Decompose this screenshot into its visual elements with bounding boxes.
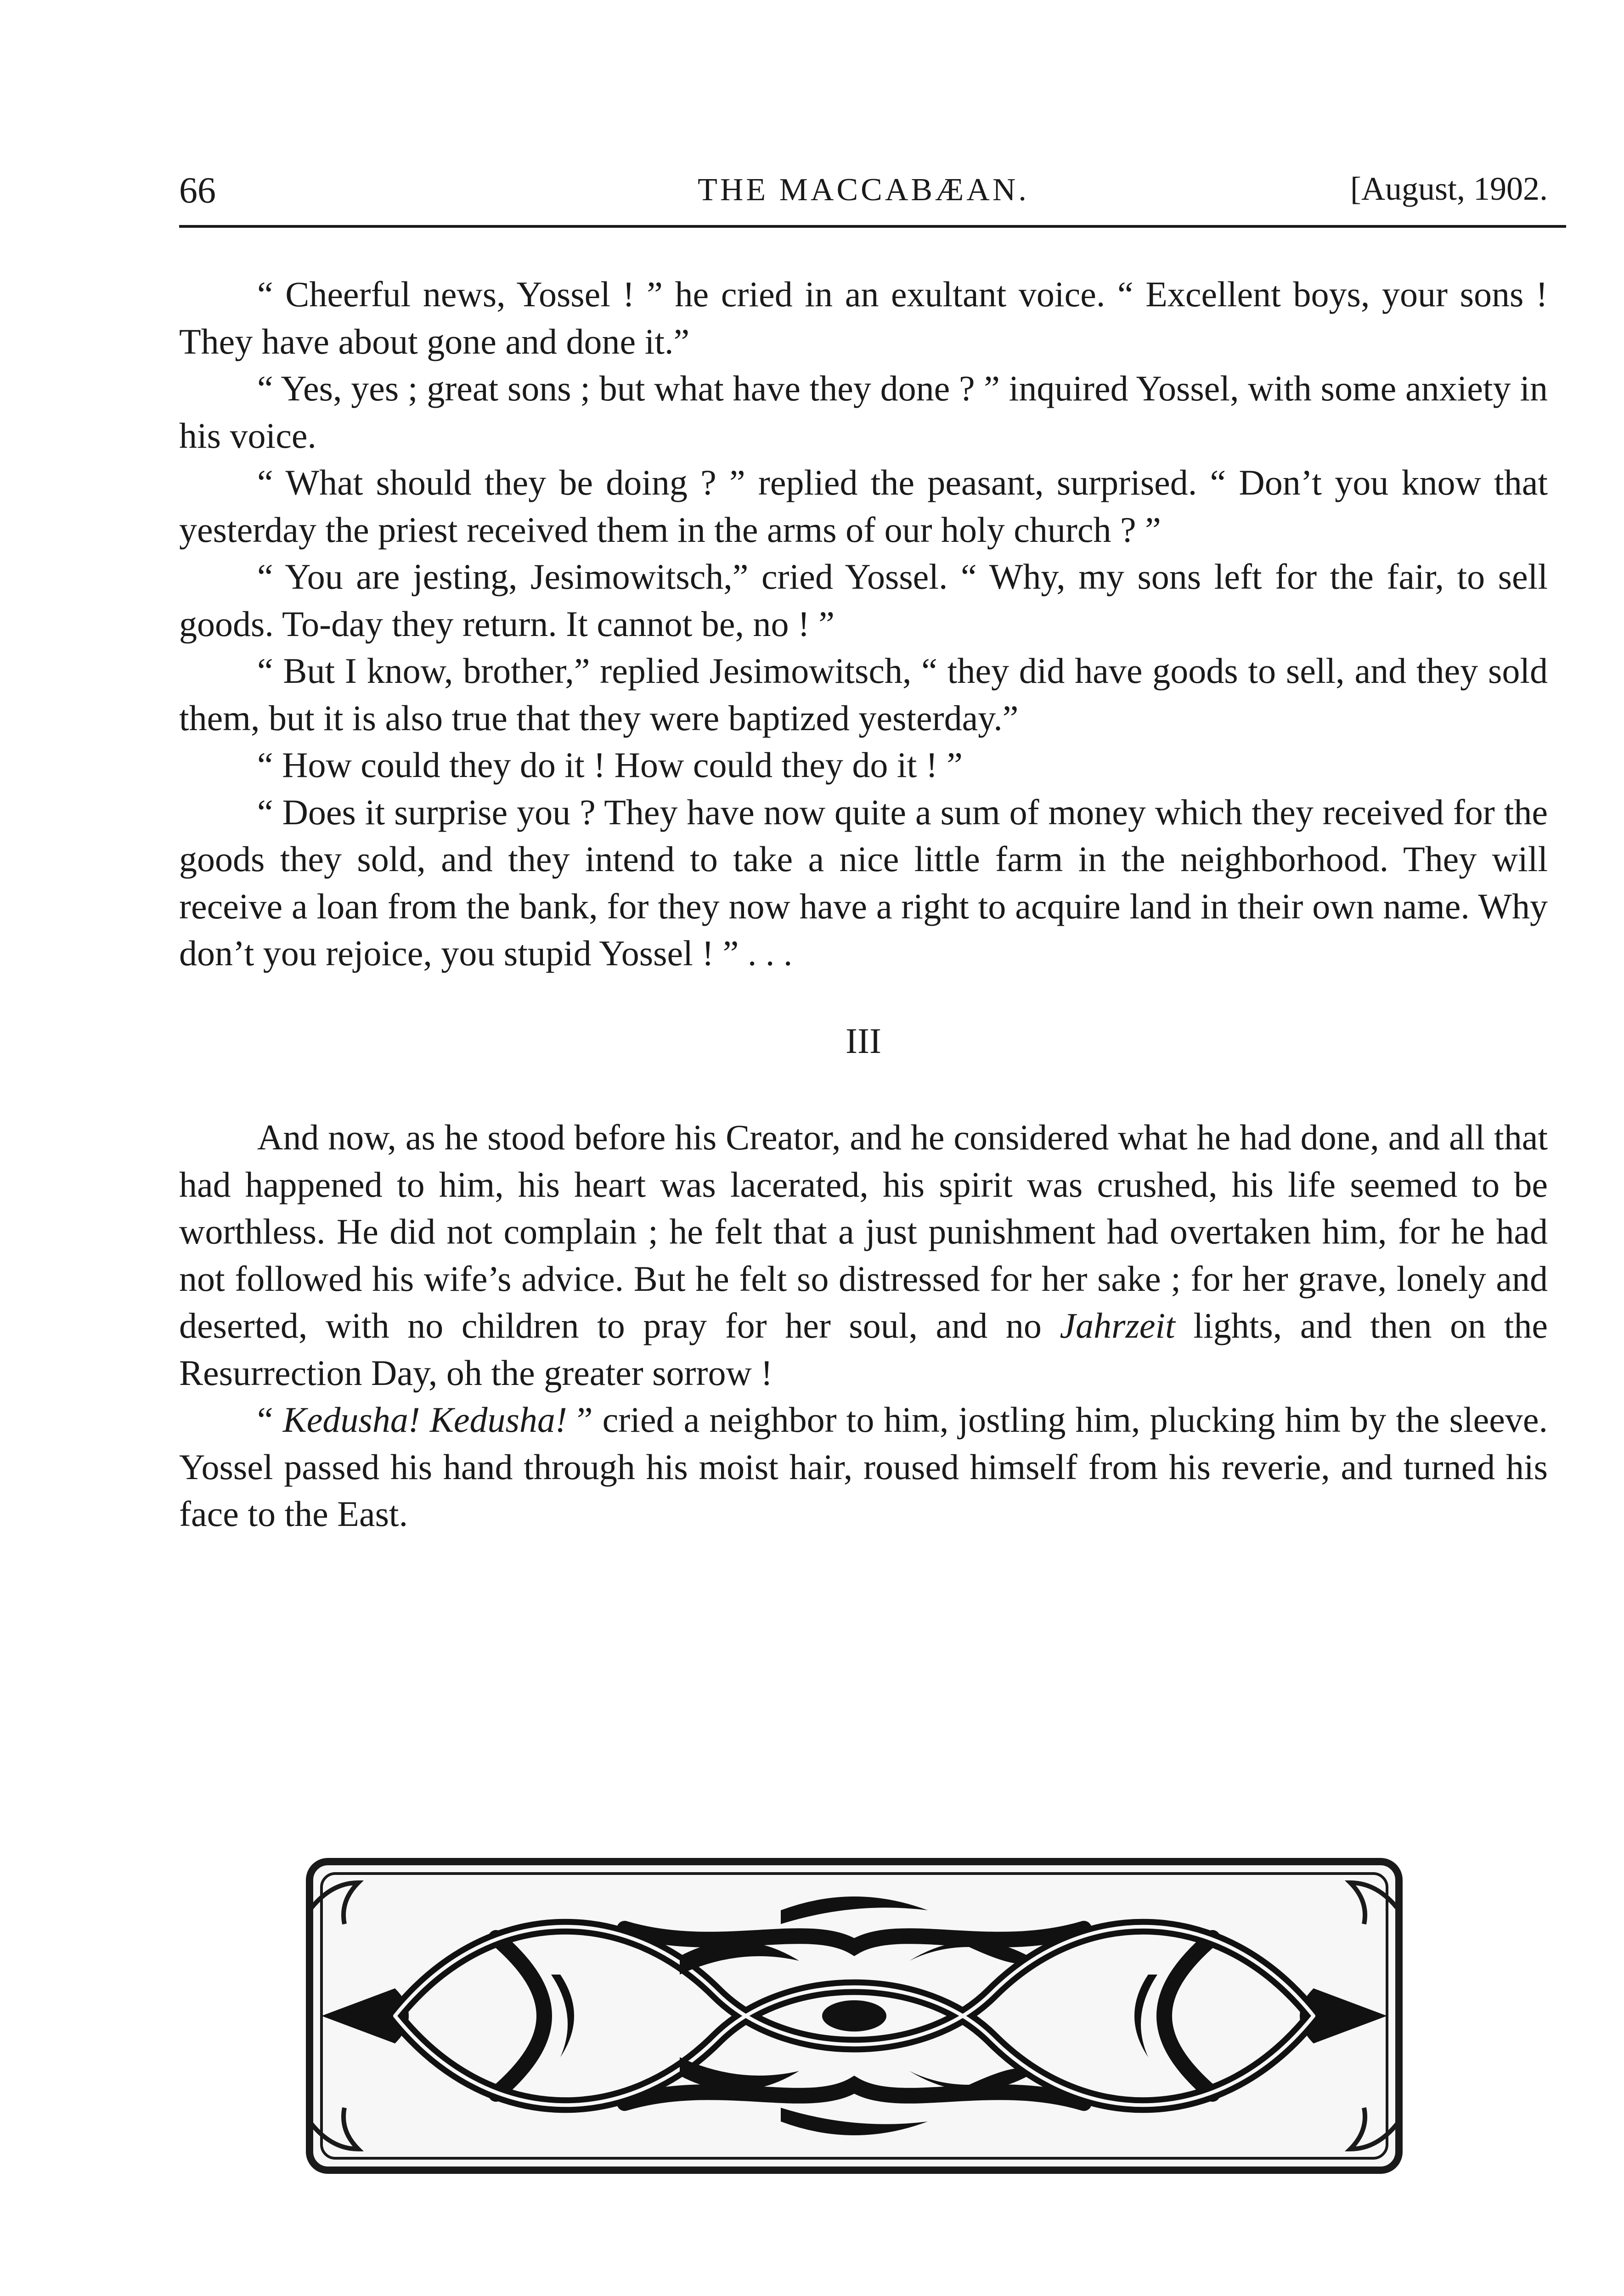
paragraph: “ You are jesting, Jesimowitsch,” cried Yossel. “ Why, my sons left for the fair, to sell goods. To-day they return. It cannot be, no ! ” xyxy=(179,557,1548,644)
body-text xyxy=(179,271,1548,1538)
text-run: And now, as he stood before his Creator, and he considered what he had done, and all that had happened to him, his heart was lacerated, his spirit was crushed, his life seemed to be worthless. He did not complain ; he felt that a just punishment had overtaken him, for he had not followed his wife’s advice. But he felt so distressed for her sake ; for her grave, lonely and deserted, with no children to pray for her soul, and no xyxy=(179,1117,1548,1345)
text-run: “ xyxy=(257,1400,283,1440)
paragraph: “ Yes, yes ; great sons ; but what have they done ? ” inquired Yossel, with some anxiety in his voice. xyxy=(179,368,1548,456)
issue-date: [August, 1902. xyxy=(1350,170,1548,207)
section-heading: III xyxy=(846,1020,881,1061)
paragraph: “ Cheerful news, Yossel ! ” he cried in an exultant voice. “ Excellent boys, your sons ! They have about gone and done it.” xyxy=(179,274,1548,361)
italic-term: Kedusha! Kedusha! xyxy=(282,1400,567,1440)
text-run: ” cried a neighbor to him, jostling him, plucking him by the sleeve. Yossel passed his hand through his moist hair, roused himself from his reverie, and turned his face to the East. xyxy=(179,1400,1548,1534)
paragraph xyxy=(179,1396,1548,1538)
celtic-knot-ornament-icon xyxy=(303,1855,1405,2177)
paragraph: “ What should they be doing ? ” replied the peasant, surprised. “ Don’t you know that yesterday the priest received them in the arms of our holy church ? ” xyxy=(179,462,1548,550)
paragraph: “ But I know, brother,” replied Jesimowitsch, “ they did have goods to sell, and they sold them, but it is also true that they were baptized yesterday.” xyxy=(179,651,1548,738)
journal-title: THE MACCABÆAN. xyxy=(698,172,1029,208)
book-page xyxy=(179,0,1548,2296)
paragraph: “ Does it surprise you ? They have now quite a sum of money which they received for the goods they sold, and they intend to take a nice little farm in the neighborhood. They will receive a loan from the bank, for they now have a right to acquire land in their own name. Why don’t you rejoice, you stupid Yossel ! ” . . . xyxy=(179,792,1548,973)
paragraph xyxy=(179,1114,1548,1396)
paragraph: “ How could they do it ! How could they do it ! ” xyxy=(257,745,963,785)
running-header xyxy=(179,170,1548,220)
page-number: 66 xyxy=(179,170,216,211)
italic-term: Jahrzeit xyxy=(1060,1306,1175,1345)
text-run: lights, and then on the Resurrection Day, oh the greater sorrow ! xyxy=(179,1306,1548,1393)
header-rule xyxy=(179,225,1566,228)
